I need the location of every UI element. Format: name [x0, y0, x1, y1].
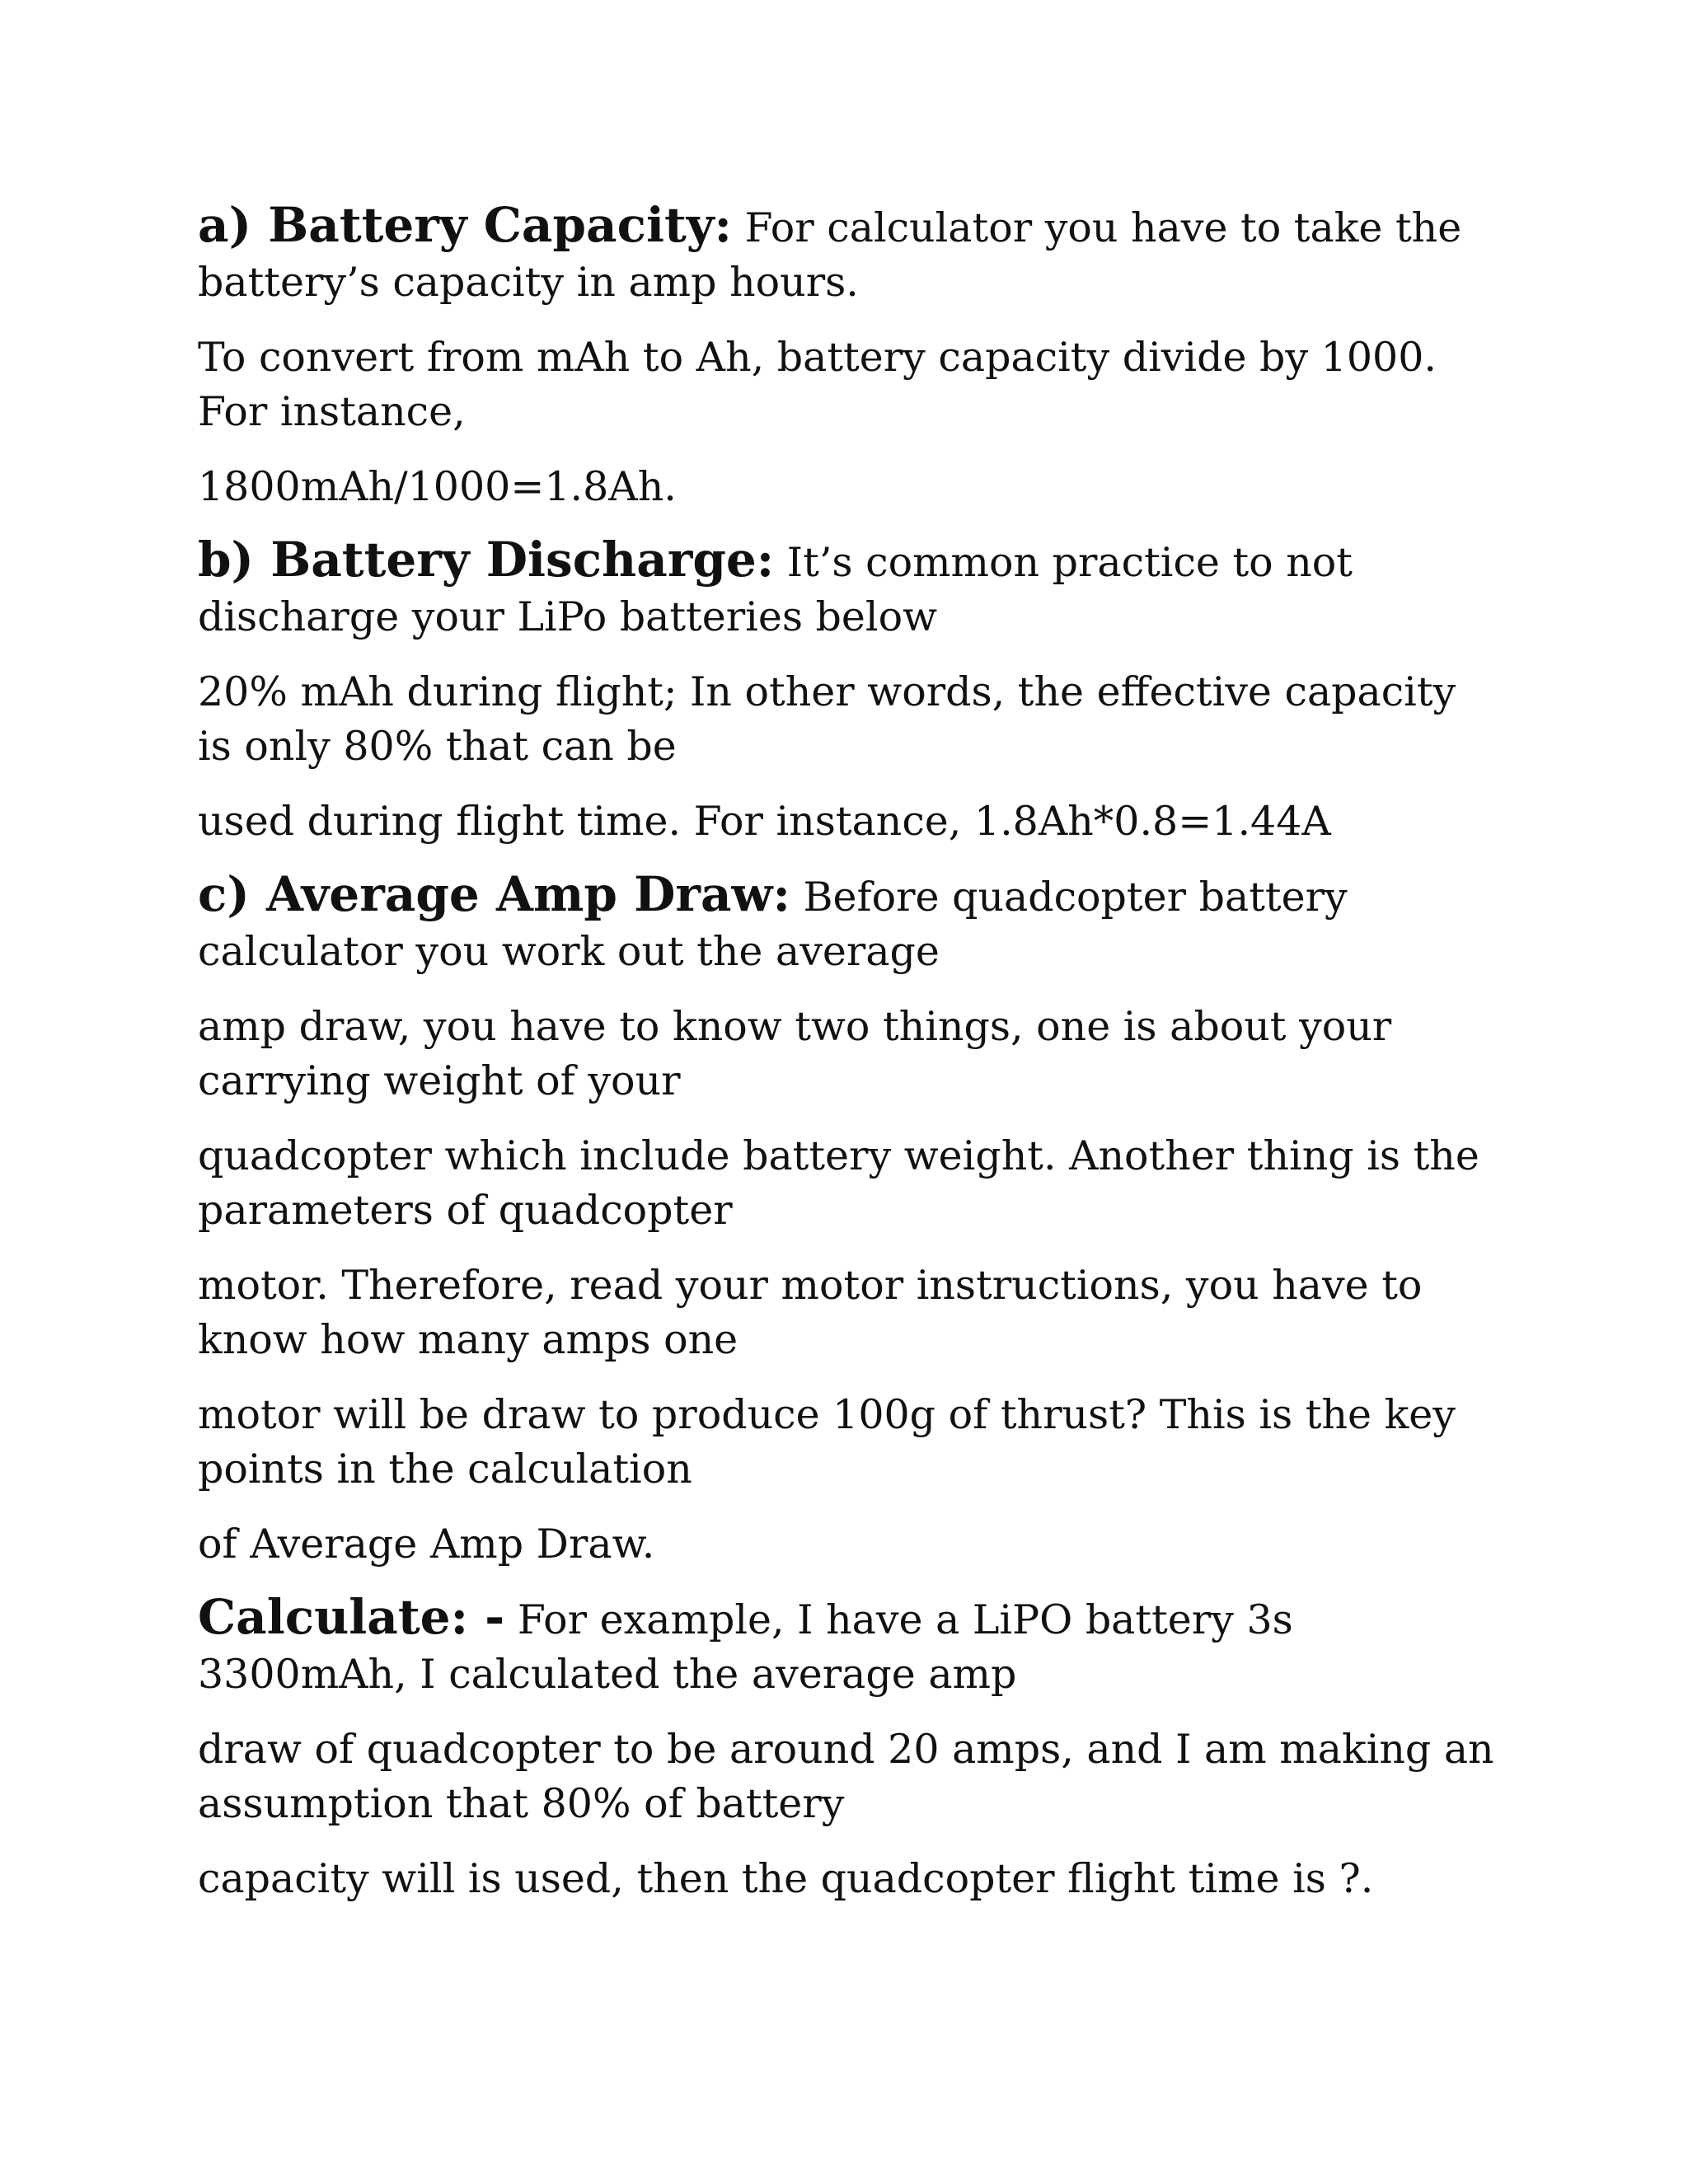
calculate-heading: Calculate: - [198, 1589, 505, 1645]
battery-discharge-text: It’s common practice to not discharge your LiPo batteries below [198, 539, 1353, 640]
amp-draw-paragraph-5: motor will be draw to produce 100g of thrust? This is the key points in the calculation [198, 1391, 1456, 1493]
amp-draw-paragraph-4: motor. Therefore, read your motor instructions, you have to know how many amps one [198, 1262, 1423, 1363]
average-amp-draw-paragraph [198, 867, 1500, 979]
battery-capacity-paragraph [198, 198, 1500, 310]
battery-discharge-paragraph [198, 532, 1500, 644]
document-page [198, 198, 1500, 1927]
calculate-paragraph [198, 1590, 1500, 1702]
mah-conversion-example: 1800mAh/1000=1.8Ah. [198, 463, 677, 510]
amp-draw-paragraph-3: quadcopter which include battery weight. Another thing is the parameters of quadcopter [198, 1132, 1479, 1234]
calculate-paragraph-3: capacity will is used, then the quadcopter flight time is ?. [198, 1855, 1374, 1902]
battery-capacity-heading: a) Battery Capacity: [198, 197, 732, 253]
calculate-text: For example, I have a LiPO battery 3s 3300mAh, I calculated the average amp [198, 1596, 1293, 1698]
amp-draw-paragraph-2: amp draw, you have to know two things, one is about your carrying weight of your [198, 1003, 1392, 1104]
battery-capacity-text: For calculator you have to take the battery’s capacity in amp hours. [198, 204, 1462, 306]
average-amp-draw-text: Before quadcopter battery calculator you work out the average [198, 874, 1348, 975]
mah-conversion-paragraph: To convert from mAh to Ah, battery capacity divide by 1000. For instance, [198, 334, 1437, 435]
effective-capacity-paragraph: 20% mAh during flight; In other words, the effective capacity is only 80% that can be [198, 668, 1456, 770]
discharge-example: used during flight time. For instance, 1.8Ah*0.8=1.44A [198, 798, 1331, 845]
battery-discharge-heading: b) Battery Discharge: [198, 532, 775, 588]
amp-draw-paragraph-6: of Average Amp Draw. [198, 1521, 655, 1568]
average-amp-draw-heading: c) Average Amp Draw: [198, 866, 790, 922]
calculate-paragraph-2: draw of quadcopter to be around 20 amps, and I am making an assumption that 80% of battery [198, 1726, 1494, 1827]
